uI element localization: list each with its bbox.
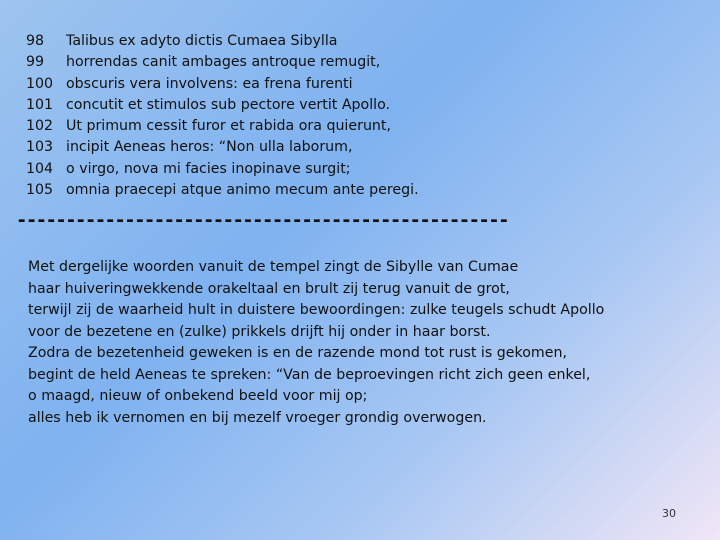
translation-line: alles heb ik vernomen en bij mezelf vroeger grondig overwogen. — [28, 409, 487, 426]
verse-line — [26, 137, 419, 158]
line-number: 98 — [26, 33, 45, 49]
verse-text: incipit Aeneas heros: “Non ulla laborum, — [66, 139, 353, 156]
translation-line: terwijl zij de waarheid hult in duistere bewoordingen: zulke teugels schudt Apollo — [28, 302, 605, 318]
line-number: 102 — [26, 118, 54, 135]
verse-line — [26, 52, 419, 73]
line-number: 104 — [26, 160, 54, 177]
translation-line: Zodra de bezetenheid geweken is en de razende mond tot rust is gekomen, — [28, 345, 567, 361]
translation-line: o maagd, nieuw of onbekend beeld voor mij op; — [28, 388, 368, 404]
verse-text: obscuris vera involvens: ea frena furenti — [66, 75, 353, 92]
line-number: 100 — [26, 75, 54, 92]
line-number: 105 — [26, 182, 54, 199]
verse-text: horrendas canit ambages antroque remugit, — [66, 54, 381, 71]
verse-line — [26, 180, 419, 201]
verse-text: omnia praecepi atque animo mecum ante peregi. — [66, 182, 419, 199]
line-number: 101 — [26, 96, 54, 113]
verse-text: Ut primum cessit furor et rabida ora quierunt, — [66, 118, 391, 135]
verse-line — [26, 116, 419, 137]
verse-text: o virgo, nova mi facies inopinave surgit; — [66, 160, 351, 177]
translation-line: voor de bezetene en (zulke) prikkels drijft hij onder in haar borst. — [28, 323, 491, 340]
latin-verse-block — [26, 31, 419, 201]
dashed-divider: -------------------------------------------------- — [16, 209, 508, 231]
verse-line — [26, 159, 419, 180]
verse-line — [26, 31, 419, 52]
verse-line — [26, 95, 419, 116]
dutch-translation-block — [28, 257, 604, 429]
translation-line: begint de held Aeneas te spreken: “Van de beproevingen richt zich geen enkel, — [28, 366, 591, 383]
line-number: 99 — [26, 54, 45, 71]
translation-line: haar huiveringwekkende orakeltaal en brult zij terug vanuit de grot, — [28, 280, 510, 297]
verse-line — [26, 74, 419, 95]
verse-text: concutit et stimulos sub pectore vertit Apollo. — [66, 96, 391, 113]
page-number: 30 — [662, 507, 676, 520]
translation-line: Met dergelijke woorden vanuit de tempel zingt de Sibylle van Cumae — [28, 259, 519, 275]
verse-text: Talibus ex adyto dictis Cumaea Sibylla — [66, 33, 338, 49]
line-number: 103 — [26, 139, 54, 156]
